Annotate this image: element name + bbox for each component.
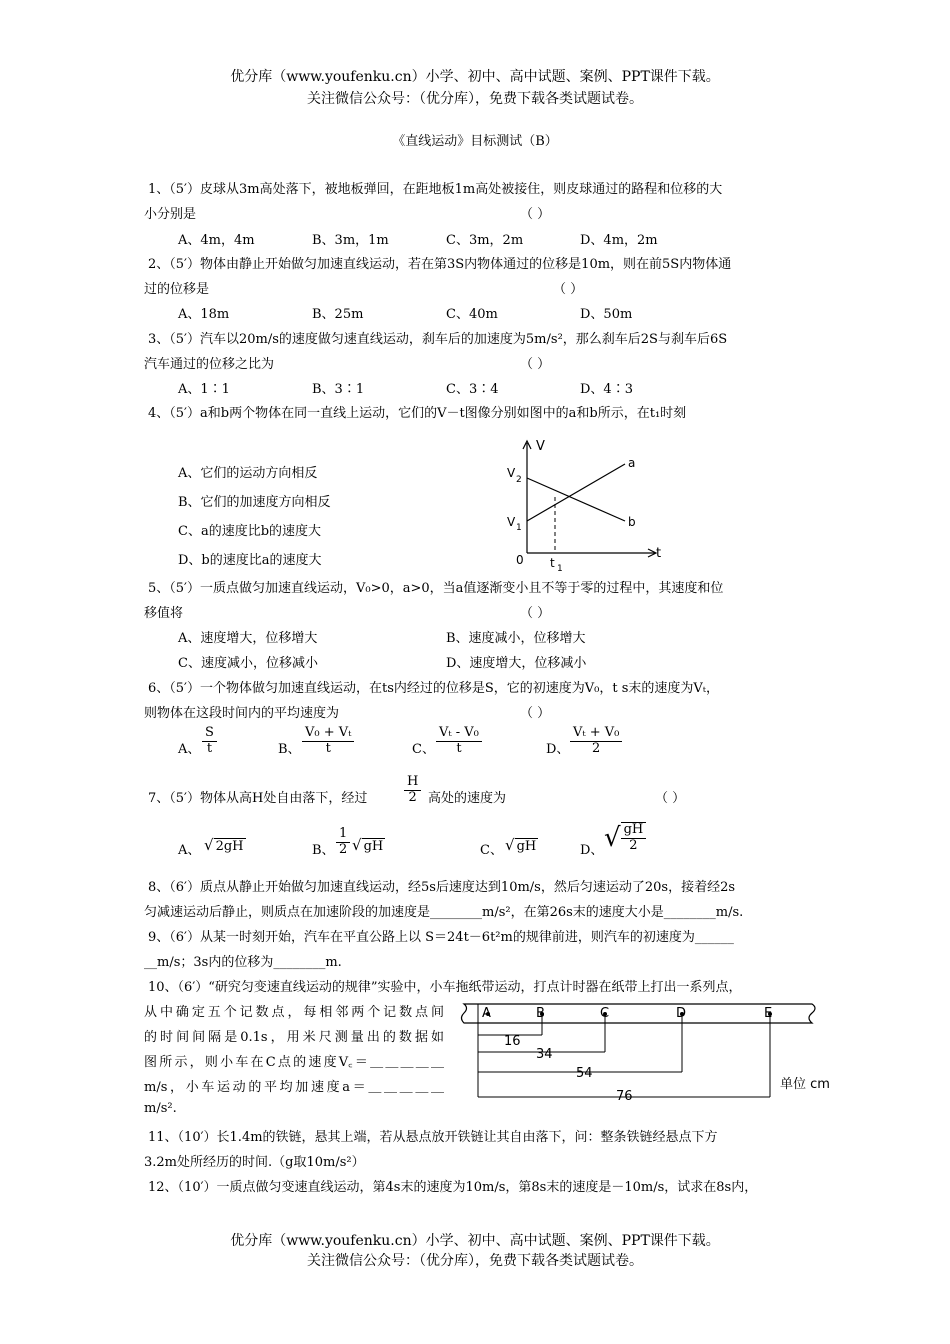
q11-line1: 11、（10′）长1.4m的铁链，悬其上端，若从悬点放开铁链让其自由落下，问：整条铁链经悬点下方 [148, 1130, 718, 1145]
v2-subscript: 2 [516, 475, 522, 485]
q2-option-a: A、18m [178, 307, 230, 322]
q3-line1: 3、（5′）汽车以20m/s的速度做匀速直线运动，刹车后的加速度为5m/s²，那么刹车后2S与刹车后6S [148, 332, 728, 347]
q7-b-numerator: 1 [339, 826, 348, 841]
q5-option-d: D、速度增大，位移减小 [446, 656, 587, 671]
q4-option-a: A、它们的运动方向相反 [178, 466, 318, 481]
q7-d-fraction [621, 822, 647, 854]
q6-c-denominator: t [436, 741, 482, 757]
q7-option-c-radical: √ gH [505, 836, 537, 854]
point-e-label: E [764, 1006, 773, 1021]
q7-half-fraction [404, 775, 421, 806]
q7-b-denominator: 2 [336, 842, 350, 858]
q5-option-a: A、速度增大，位移增大 [178, 631, 318, 646]
q6-a-denominator: t [202, 741, 217, 757]
v-axis-label: V [536, 439, 545, 454]
q2-option-d: D、50m [580, 307, 633, 322]
q6-option-b-label: B、 [278, 742, 301, 757]
dist-76-label: 76 [616, 1089, 633, 1104]
q8-line1: 8、（6′）质点从静止开始做匀加速直线运动，经5s后速度达到10m/s，然后匀速运动了20s，接着经2s [148, 880, 736, 895]
q7-d-numerator: gH [623, 822, 644, 837]
q6-line1: 6、（5′）一个物体做匀加速直线运动，在ts内经过的位移是S，它的初速度为V₀，t s末的速度为Vₜ， [148, 681, 720, 696]
q6-answer-paren: （ ） [520, 706, 551, 721]
t-axis-label: t [656, 546, 662, 561]
q2-answer-paren: （ ） [553, 282, 584, 297]
q9-line1: 9、（6′）从某一时刻开始，汽车在平直公路上以 S＝24t－6t²m的规律前进，则汽车的初速度为______ [148, 930, 734, 945]
q12-line1: 12、（10′）一质点做匀变速直线运动，第4s末的速度为10m/s，第8s末的速度是－10m/s，试求在8s内， [148, 1180, 758, 1195]
q4-option-d: D、b的速度比a的速度大 [178, 553, 322, 568]
q5-answer-paren: （ ） [520, 606, 551, 621]
page-title: 《直线运动》目标测试（B） [392, 134, 558, 149]
q10-text-line-3: 图所示，则小车在C点的速度V꜀＝＿＿＿＿＿ [144, 1055, 444, 1070]
q7-a-radicand: 2gH [215, 839, 244, 854]
point-c-label: C [600, 1006, 610, 1021]
q7-option-c-label: C、 [480, 843, 503, 858]
vt-graph [500, 433, 675, 573]
q7-frac-denominator: 2 [404, 790, 421, 806]
q6-option-b-fraction [302, 726, 354, 757]
q6-option-d-fraction [570, 726, 622, 757]
header-line-1: 优分库（www.youfenku.cn）小学、初中、高中试题、案例、PPT课件下载。 [230, 69, 720, 85]
q6-option-a-label: A、 [178, 742, 201, 757]
q6-option-c-label: C、 [412, 742, 435, 757]
q7-prefix: 7、（5′）物体从高H处自由落下，经过 [148, 791, 368, 806]
q7-c-radicand: gH [516, 839, 537, 854]
footer-line-2: 关注微信公众号：（优分库），免费下载各类试题试卷。 [307, 1253, 643, 1269]
q1-option-d: D、4m，2m [580, 233, 658, 248]
q4-option-c: C、a的速度比b的速度大 [178, 524, 322, 539]
q6-d-numerator: Vₜ + V₀ [573, 725, 620, 740]
q10-line1: 10、（6′）“研究匀变速直线运动的规律”实验中，小车拖纸带运动，打点计时器在纸带上打出一系列点， [148, 980, 742, 995]
q2-line1: 2、（5′）物体由静止开始做匀加速直线运动，若在第3S内物体通过的位移是10m，则在前5S内物体通 [148, 257, 732, 272]
q6-d-denominator: 2 [570, 741, 622, 757]
q8-line2: 匀减速运动后静止，则质点在加速阶段的加速度是________m/s²，在第26s末的速度大小是________m/s. [144, 905, 744, 920]
header-line-2: 关注微信公众号：（优分库），免费下载各类试题试卷。 [307, 91, 643, 107]
q10-text-line-5: m/s². [144, 1101, 177, 1116]
q6-b-numerator: V₀ + Vₜ [305, 725, 352, 740]
q1-answer-paren: （ ） [520, 207, 551, 222]
q10-text-line-1: 从中确定五个记数点，每相邻两个记数点间 [144, 1005, 444, 1020]
q11-line2: 3.2m处所经历的时间.（g取10m/s²） [144, 1155, 365, 1170]
t1-label: t [550, 556, 555, 570]
q6-option-a-fraction [202, 726, 217, 757]
q6-c-numerator: Vₜ - V₀ [439, 725, 479, 740]
line-a [527, 464, 625, 521]
v1-label: V [507, 515, 516, 529]
q3-line2: 汽车通过的位移之比为 [144, 357, 275, 372]
q5-line1: 5、（5′）一质点做匀加速直线运动，V₀>0，a>0，当a值逐渐变小且不等于零的过程中，其速度和位 [148, 581, 724, 596]
line-a-label: a [628, 456, 636, 470]
q7-b-radicand: gH [363, 839, 384, 854]
q2-line2: 过的位移是 [144, 282, 210, 297]
point-d-label: D [676, 1006, 687, 1021]
point-b-label: B [536, 1006, 545, 1021]
q1-option-c: C、3m，2m [446, 233, 524, 248]
q2-option-c: C、40m [446, 307, 498, 322]
dist-34-label: 34 [536, 1047, 553, 1062]
q9-line2: __m/s；3s内的位移为________m. [144, 955, 342, 970]
q5-option-b: B、速度减小，位移增大 [446, 631, 586, 646]
q7-suffix: 高处的速度为 [428, 791, 507, 806]
q6-line2: 则物体在这段时间内的平均速度为 [144, 706, 340, 721]
q3-answer-paren: （ ） [520, 357, 551, 372]
dist-54-label: 54 [576, 1066, 593, 1081]
q3-option-d: D、4∶3 [580, 382, 633, 397]
footer-line-1: 优分库（www.youfenku.cn）小学、初中、高中试题、案例、PPT课件下载。 [230, 1233, 720, 1249]
q7-option-b-fraction [336, 827, 350, 858]
v2-label: V [507, 466, 516, 480]
q5-line2: 移值将 [144, 606, 184, 621]
q7-frac-numerator: H [407, 774, 419, 789]
q3-option-b: B、3∶1 [312, 382, 365, 397]
q1-line1: 1、（5′）皮球从3m高处落下，被地板弹回，在距地板1m高处被接住，则皮球通过的路程和位移的大 [148, 182, 723, 197]
q3-option-c: C、3∶4 [446, 382, 499, 397]
unit-label: 单位 cm [780, 1077, 830, 1092]
q1-line2: 小分别是 [144, 207, 197, 222]
q4-line1: 4、（5′）a和b两个物体在同一直线上运动，它们的V－t图像分别如图中的a和b所示，在t₁时刻 [148, 406, 687, 421]
q6-a-numerator: S [205, 725, 214, 740]
q7-option-a-label: A、 [178, 843, 201, 858]
q1-option-b: B、3m，1m [312, 233, 389, 248]
origin-label: 0 [516, 553, 524, 567]
point-a-label: A [482, 1006, 491, 1021]
q7-option-d-label: D、 [580, 843, 604, 858]
line-b-label: b [628, 515, 636, 529]
q7-option-b-label: B、 [312, 843, 335, 858]
v1-subscript: 1 [516, 523, 522, 533]
paper-tape [462, 1004, 816, 1023]
q6-option-c-fraction [436, 726, 482, 757]
q10-text-line-4: m/s，小车运动的平均加速度a＝＿＿＿＿＿ [144, 1080, 444, 1095]
q7-option-b-radical: √ gH [352, 836, 384, 854]
ticker-tape-diagram [460, 1000, 840, 1108]
dist-16-label: 16 [504, 1034, 521, 1049]
q6-b-denominator: t [302, 741, 354, 757]
q7-answer-paren: （ ） [655, 791, 686, 806]
q4-option-b: B、它们的加速度方向相反 [178, 495, 331, 510]
q7-option-a-radical: √ 2gH [204, 836, 244, 854]
q1-option-a: A、4m，4m [178, 233, 255, 248]
q7-option-d-radical: √ $\frac{gH}{2}$ [604, 822, 646, 854]
q6-option-d-label: D、 [546, 742, 570, 757]
q10-text-line-2: 的时间间隔是0.1s，用米尺测量出的数据如 [144, 1030, 444, 1045]
q5-option-c: C、速度减小，位移减小 [178, 656, 318, 671]
t1-subscript: 1 [557, 564, 563, 573]
q3-option-a: A、1∶1 [178, 382, 230, 397]
line-b [527, 478, 625, 521]
q2-option-b: B、25m [312, 307, 364, 322]
q7-d-denominator: 2 [621, 838, 647, 854]
